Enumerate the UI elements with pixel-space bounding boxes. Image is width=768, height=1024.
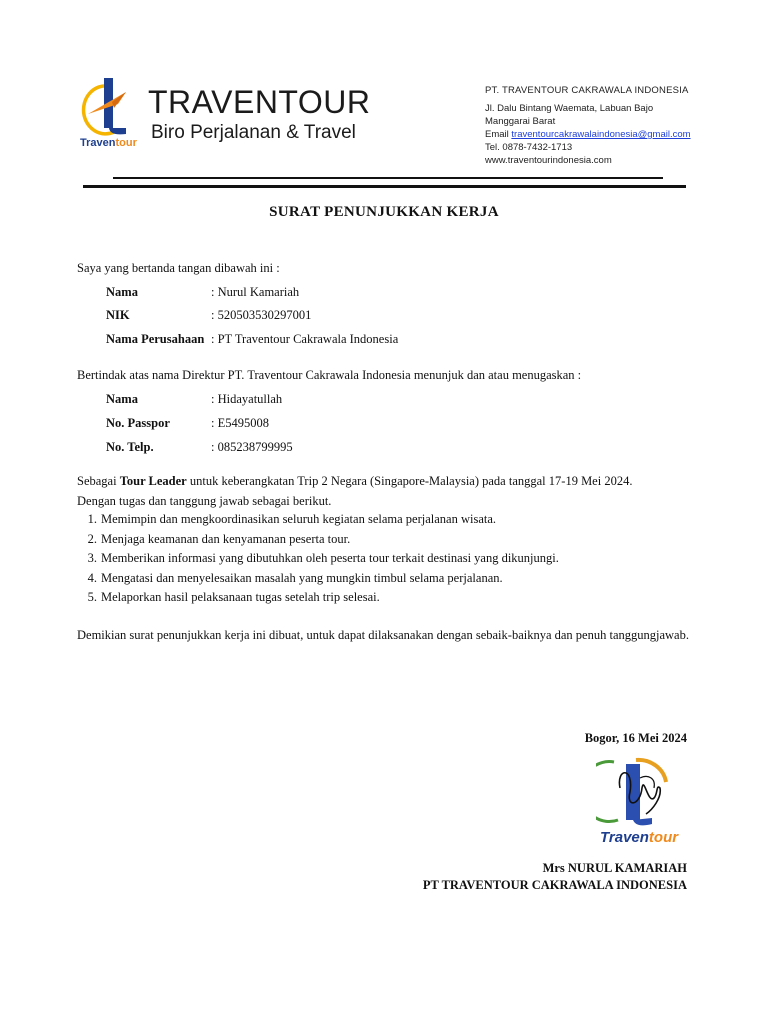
assignment-paragraph — [77, 472, 690, 511]
address-line-1: Jl. Dalu Bintang Waemata, Labuan Bajo — [485, 103, 654, 114]
list-item: 3. Memberikan informasi yang dibutuhkan oleh peserta tour terkait destinasi yang dikunjungi. — [87, 551, 559, 565]
traventour-logo-icon — [78, 74, 144, 140]
header-divider-thick — [83, 185, 686, 188]
logo-caption-traven: Traven — [80, 137, 116, 149]
assignment-line — [77, 472, 690, 492]
list-item: 1. Memimpin dan mengkoordinasikan seluruh kegiatan selama perjalanan wisata. — [87, 512, 497, 526]
list-item: 4. Mengatasi dan menyelesaikan masalah yang mungkin timbul selama perjalanan. — [87, 570, 503, 585]
brand-tagline: Biro Perjalanan & Travel — [151, 122, 356, 143]
signer-name-value: : Nurul Kamariah — [211, 285, 300, 299]
email-label: Email — [485, 129, 512, 140]
signer-company-value: : PT Traventour Cakrawala Indonesia — [211, 332, 399, 346]
signer-name: Mrs NURUL KAMARIAH — [542, 861, 687, 875]
appointee-passport-label: No. Passpor — [106, 416, 170, 430]
assignment-rest: untuk keberangkatan Trip 2 Negara (Singapore-Malaysia) pada tanggal 17-19 Mei 2024. — [186, 474, 633, 488]
signer-nik-value: : 520503530297001 — [211, 308, 312, 322]
appointee-name-label: Nama — [106, 392, 138, 406]
company-info — [485, 84, 691, 167]
assignment-prefix: Sebagai — [77, 474, 120, 488]
signer-name-label: Nama — [106, 285, 138, 299]
address-line-2: Manggarai Barat — [485, 116, 556, 127]
appointee-passport-value: : E5495008 — [211, 416, 269, 430]
appointee-phone-label: No. Telp. — [106, 440, 154, 454]
stamp-caption-traven: Traven — [600, 829, 649, 846]
email-link[interactable]: traventourcakrawalaindonesia@gmail.com — [511, 129, 691, 140]
place-date: Bogor, 16 Mei 2024 — [584, 731, 687, 745]
logo-caption — [80, 138, 137, 149]
company-name: PT. TRAVENTOUR CAKRAWALA INDONESIA — [485, 85, 689, 96]
stamp-caption — [600, 830, 678, 845]
document-title: SURAT PENUNJUKKAN KERJA — [269, 204, 499, 220]
email-line — [485, 128, 691, 141]
brand-name: TRAVENTOUR — [148, 84, 371, 120]
duties-list — [77, 510, 559, 608]
duties-intro: Dengan tugas dan tanggung jawab sebagai berikut. — [77, 493, 332, 508]
signer-company-label: Nama Perusahaan — [106, 332, 205, 346]
header-divider-thin — [113, 177, 663, 179]
logo-caption-tour: tour — [115, 137, 137, 149]
phone: Tel. 0878-7432-1713 — [485, 142, 573, 153]
list-item: 2. Menjaga keamanan dan kenyamanan peserta tour. — [87, 531, 351, 546]
closing-paragraph: Demikian surat penunjukkan kerja ini dibuat, untuk dapat dilaksanakan dengan sebaik-baiknya dan penuh tanggungjawab. — [77, 628, 689, 642]
appointee-name-value: : Hidayatullah — [211, 392, 283, 406]
signer-company: PT TRAVENTOUR CAKRAWALA INDONESIA — [422, 878, 687, 892]
stamp-caption-tour: tour — [648, 829, 679, 846]
list-item: 5. Melaporkan hasil pelaksanaan tugas setelah trip selesai. — [87, 590, 380, 604]
appointee-phone-value: : 085238799995 — [211, 440, 293, 454]
website: www.traventourindonesia.com — [485, 155, 612, 166]
signer-nik-label: NIK — [106, 308, 130, 322]
company-stamp-signature-icon — [596, 748, 676, 832]
acting-text: Bertindak atas nama Direktur PT. Traventour Cakrawala Indonesia menunjuk dan atau menugaskan : — [77, 368, 582, 382]
intro-text: Saya yang bertanda tangan dibawah ini : — [77, 261, 280, 275]
assignment-role: Tour Leader — [119, 474, 187, 488]
